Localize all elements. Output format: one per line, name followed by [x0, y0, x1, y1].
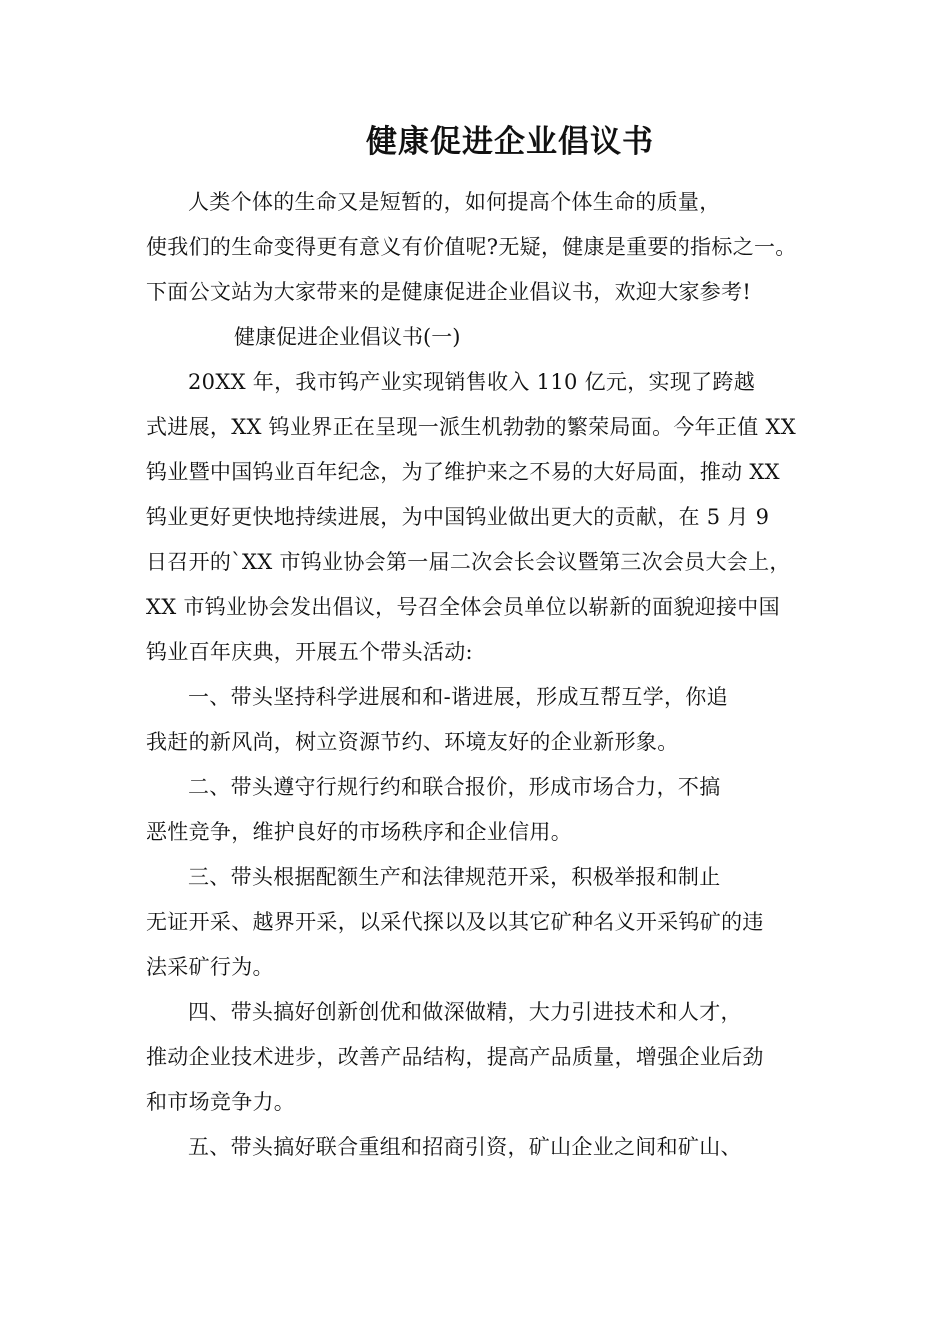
text-line: 日召开的`XX 市钨业协会第一届二次会长会议暨第三次会员大会上，: [146, 550, 791, 574]
text-line: 式进展，XX 钨业界正在呈现一派生机勃勃的繁荣局面。今年正值 XX: [146, 415, 797, 439]
text-line: 和市场竞争力。: [146, 1090, 296, 1114]
section-heading: 健康促进企业倡议书(一): [234, 325, 461, 349]
text-line: XX 市钨业协会发出倡议，号召全体会员单位以崭新的面貌迎接中国: [146, 595, 780, 619]
document-title: 健康促进企业倡议书: [366, 124, 654, 160]
text-line: 法采矿行为。: [146, 955, 274, 979]
text-line: 四、带头搞好创新创优和做深做精，大力引进技术和人才，: [188, 1000, 742, 1024]
list-item-3: [146, 855, 836, 990]
text-line: 三、带头根据配额生产和法律规范开采，积极举报和制止: [188, 865, 721, 889]
text-line: 钨业百年庆典，开展五个带头活动:: [146, 640, 473, 664]
text-line: 人类个体的生命又是短暂的，如何提高个体生命的质量，: [188, 190, 721, 214]
text-line: 五、带头搞好联合重组和招商引资，矿山企业之间和矿山、: [188, 1135, 742, 1159]
list-item-1: [146, 675, 836, 765]
text-line: 使我们的生命变得更有意义有价值呢?无疑，健康是重要的指标之一。: [146, 235, 797, 259]
text-line: 无证开采、越界开采，以采代探以及以其它矿种名义开采钨矿的违: [146, 910, 764, 934]
text-line: 推动企业技术进步，改善产品结构，提高产品质量，增强企业后劲: [146, 1045, 764, 1069]
text-line: 我赶的新风尚，树立资源节约、环境友好的企业新形象。: [146, 730, 679, 754]
text-line: 恶性竞争，维护良好的市场秩序和企业信用。: [146, 820, 572, 844]
document-body: [146, 180, 836, 1170]
body-paragraph: [146, 360, 836, 675]
text-line: 钨业更好更快地持续进展，为中国钨业做出更大的贡献，在 5 月 9: [146, 505, 770, 529]
text-line: 20XX 年，我市钨产业实现销售收入 110 亿元，实现了跨越: [188, 370, 756, 394]
text-line: 下面公文站为大家带来的是健康促进企业倡议书，欢迎大家参考!: [146, 280, 752, 304]
text-line: 二、带头遵守行规行约和联合报价，形成市场合力，不搞: [188, 775, 721, 799]
text-line: 一、带头坚持科学进展和和-谐进展，形成互帮互学，你追: [188, 685, 728, 709]
list-item-2: [146, 765, 836, 855]
list-item-5: [146, 1125, 836, 1170]
text-line: 钨业暨中国钨业百年纪念，为了维护来之不易的大好局面，推动 XX: [146, 460, 780, 484]
list-item-4: [146, 990, 836, 1125]
intro-paragraph: [146, 180, 836, 315]
